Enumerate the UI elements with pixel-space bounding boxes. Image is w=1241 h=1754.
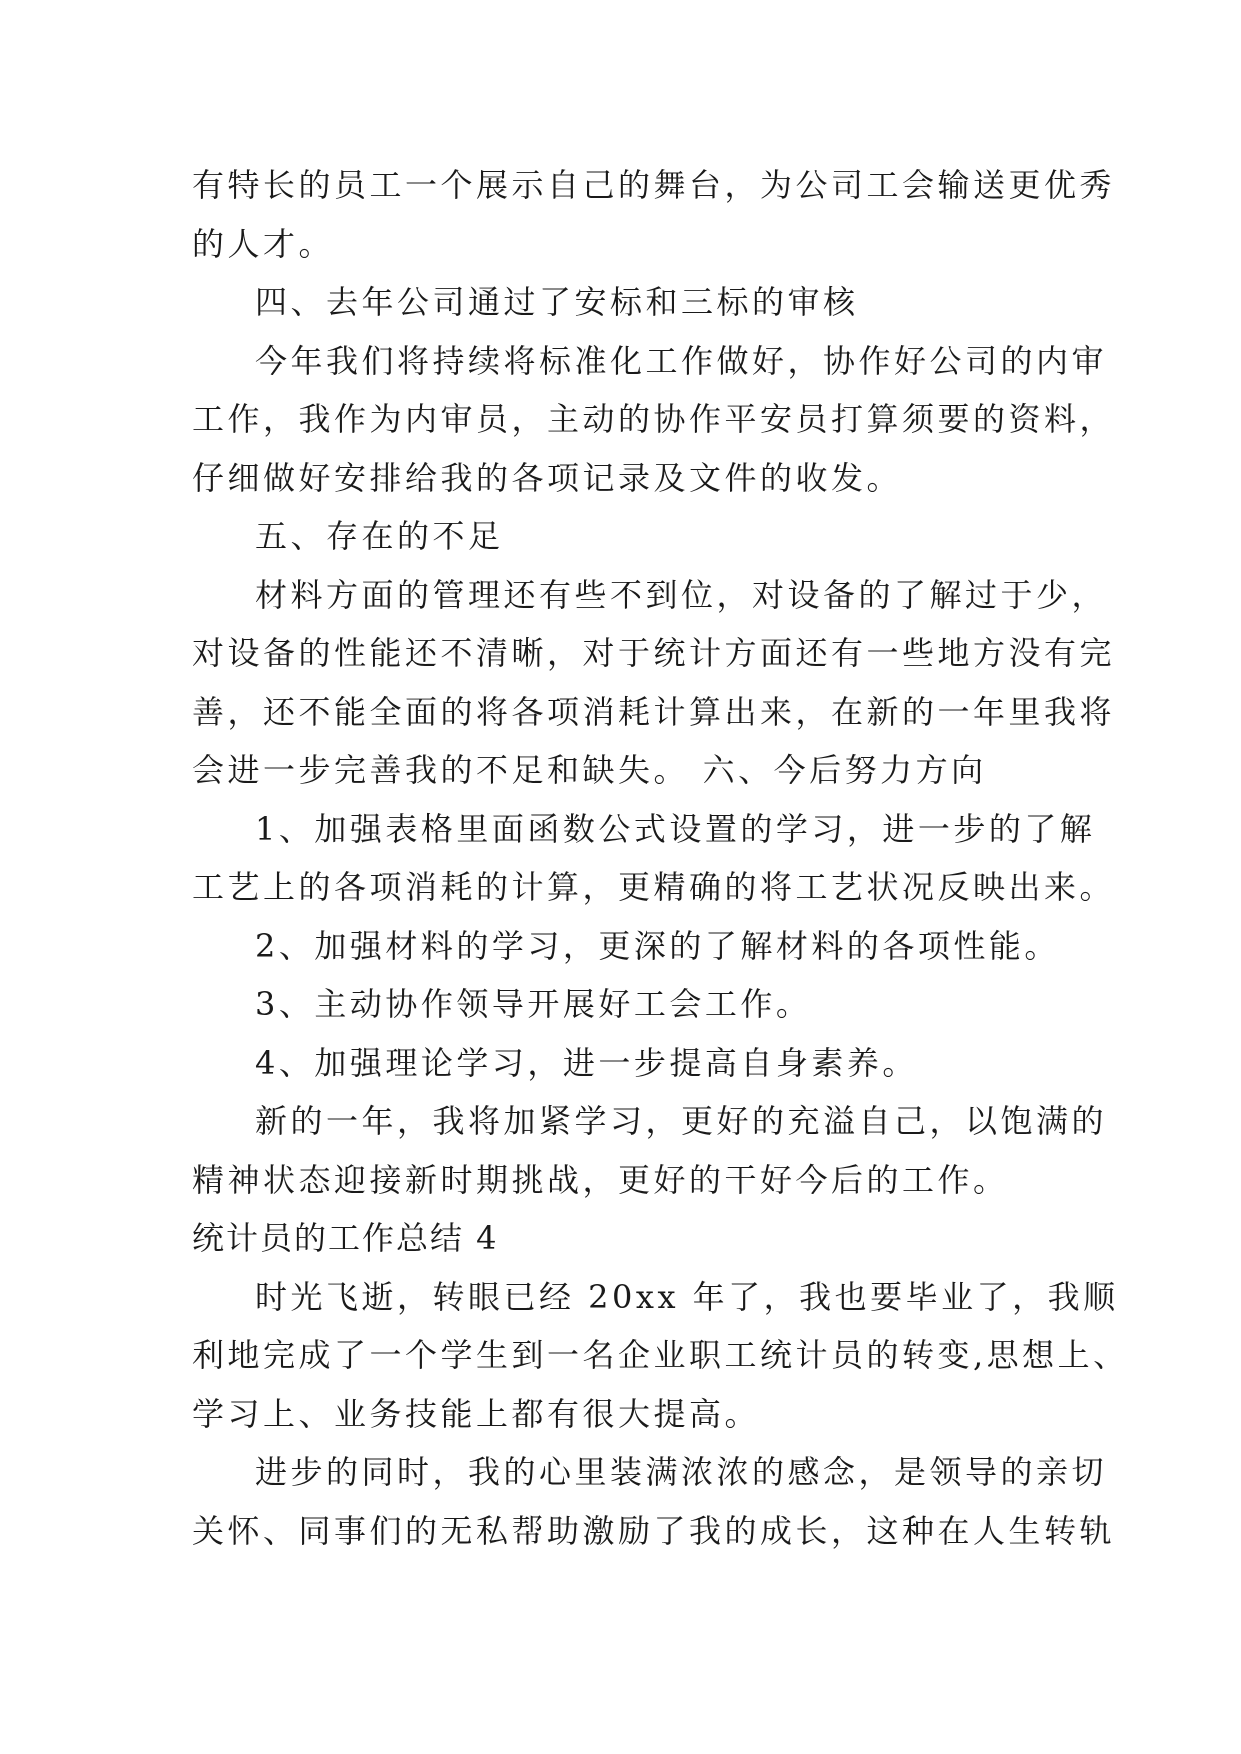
body-text-line: 时光飞逝，转眼已经 20xx 年了，我也要毕业了，我顺 xyxy=(255,1278,1119,1316)
body-text-line: 进步的同时，我的心里装满浓浓的感念，是领导的亲切 xyxy=(255,1453,1108,1491)
body-text-line: 学习上、业务技能上都有很大提高。 xyxy=(192,1395,761,1433)
body-text-line: 新的一年，我将加紧学习，更好的充溢自己，以饱满的 xyxy=(255,1102,1108,1140)
section-heading-five: 五、存在的不足 xyxy=(255,517,504,555)
list-item-2: 2、加强材料的学习，更深的了解材料的各项性能。 xyxy=(255,927,1060,965)
section-heading-four: 四、去年公司通过了安标和三标的审核 xyxy=(255,283,859,321)
list-item-1: 1、加强表格里面函数公式设置的学习，进一步的了解 xyxy=(255,810,1096,848)
body-text-line: 工艺上的各项消耗的计算，更精确的将工艺状况反映出来。 xyxy=(192,868,1116,906)
body-text-line: 对设备的性能还不清晰，对于统计方面还有一些地方没有完 xyxy=(192,634,1116,672)
list-item-4: 4、加强理论学习，进一步提高自身素养。 xyxy=(255,1044,918,1082)
body-text-line: 今年我们将持续将标准化工作做好，协作好公司的内审 xyxy=(255,342,1108,380)
body-text-line: 精神状态迎接新时期挑战，更好的干好今后的工作。 xyxy=(192,1161,1009,1199)
body-text-line: 会进一步完善我的不足和缺失。 六、今后努力方向 xyxy=(192,751,987,789)
list-item-3: 3、主动协作领导开展好工会工作。 xyxy=(255,985,812,1023)
body-text-line: 材料方面的管理还有些不到位，对设备的了解过于少， xyxy=(255,576,1108,614)
body-text-line: 工作，我作为内审员，主动的协作平安员打算须要的资料， xyxy=(192,400,1116,438)
body-text-line: 的人才。 xyxy=(192,225,335,263)
body-text-line: 善，还不能全面的将各项消耗计算出来，在新的一年里我将 xyxy=(192,693,1116,731)
article-title: 统计员的工作总结 4 xyxy=(192,1219,499,1257)
body-text-line: 利地完成了一个学生到一名企业职工统计员的转变,思想上、 xyxy=(192,1336,1129,1374)
body-text-line: 仔细做好安排给我的各项记录及文件的收发。 xyxy=(192,459,903,497)
body-text-line: 关怀、同事们的无私帮助激励了我的成长，这种在人生转轨 xyxy=(192,1512,1116,1550)
body-text-line: 有特长的员工一个展示自己的舞台，为公司工会输送更优秀 xyxy=(192,166,1116,204)
